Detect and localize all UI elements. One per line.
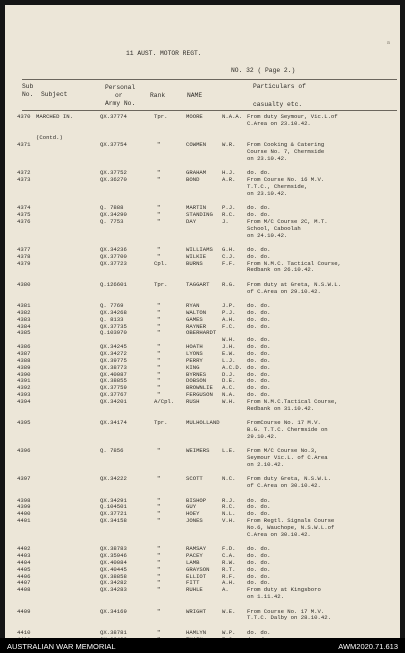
particulars-cell: do. do. xyxy=(247,302,271,310)
initials-cell: A.C.D. xyxy=(222,363,243,371)
name-cell: MARTIN xyxy=(186,204,207,212)
footer-institution: AUSTRALIAN WAR MEMORIAL xyxy=(7,642,116,651)
particulars-cell: From N.M.C. Tactical Course, xyxy=(247,259,341,267)
particulars-cell: From Course No. 17 M.V. xyxy=(247,607,325,615)
name-cell: RYAN xyxy=(186,302,200,310)
rank-cell: " xyxy=(157,141,161,149)
initials-cell: P.J. xyxy=(222,204,236,212)
army-no-cell: QX.38783 xyxy=(100,545,127,553)
sub-no-cell: 4396 xyxy=(17,447,31,455)
particulars-continuation: 29.10.42. xyxy=(247,432,278,440)
particulars-continuation: of C.Area on 29.10.42. xyxy=(247,287,321,295)
sub-no-cell: 4374 xyxy=(17,204,31,212)
sub-no-cell: 4371 xyxy=(17,141,31,149)
initials-cell: L.E. xyxy=(222,447,236,455)
rank-cell: A/Cpl. xyxy=(154,397,175,405)
name-cell: FITT xyxy=(186,579,200,587)
particulars-cell: do. do. xyxy=(247,336,271,344)
particulars-cell: do. do. xyxy=(247,496,271,504)
rank-cell: " xyxy=(157,377,161,385)
sub-no-cell: 4387 xyxy=(17,350,31,357)
particulars-continuation: of C.Area on 30.10.42. xyxy=(247,482,321,490)
particulars-cell: do. do. xyxy=(247,308,271,316)
name-cell: PERRY xyxy=(186,356,203,364)
page-label: NO. 32 ( Page 2.) xyxy=(231,67,296,74)
particulars-cell: From M/C Course No.3, xyxy=(247,447,318,455)
army-no-cell: QX.37767 xyxy=(100,391,127,399)
sub-no-cell: 4397 xyxy=(17,475,31,483)
name-cell: BOND xyxy=(186,176,200,184)
name-cell: GRAHAM xyxy=(186,169,207,177)
name-cell: MOORE xyxy=(186,113,203,120)
army-no-cell: QX.38858 xyxy=(100,572,127,580)
particulars-cell: do. do. xyxy=(247,572,271,580)
initials-cell: A.R. xyxy=(222,176,236,184)
sub-no-cell: 4400 xyxy=(17,510,31,518)
particulars-cell: do. do. xyxy=(247,343,271,351)
name-cell: BURNS xyxy=(186,259,203,267)
col-sub: Sub xyxy=(22,83,34,90)
name-cell: OBERHARDT xyxy=(186,329,217,337)
army-no-cell: Q.126601 xyxy=(100,280,127,288)
army-no-cell: QX.37754 xyxy=(100,141,127,149)
particulars-continuation: on 23.10.42. xyxy=(247,189,288,197)
initials-cell: W.P. xyxy=(222,628,236,636)
rank-cell: " xyxy=(157,579,161,587)
particulars-continuation: Course No. 7, Chermside xyxy=(247,147,325,155)
army-no-cell: QX.37723 xyxy=(100,259,127,267)
army-no-cell: QX.40087 xyxy=(100,370,127,378)
rank-cell: " xyxy=(157,217,161,225)
particulars-cell: From duty at Greta, N.S.W.L. xyxy=(247,280,341,288)
army-no-cell: QX.34282 xyxy=(100,579,127,587)
initials-cell: W.H. xyxy=(222,336,236,344)
name-cell: BISHOP xyxy=(186,496,207,504)
sub-no-cell: 4379 xyxy=(17,259,31,267)
particulars-continuation: Seymour Vic.L. of C.Area xyxy=(247,454,328,462)
name-cell: LYONS xyxy=(186,350,203,357)
particulars-cell: do. do. xyxy=(247,579,271,587)
sub-no-cell: 4370 xyxy=(17,113,31,120)
sub-no-cell: 4408 xyxy=(17,586,31,594)
sub-no-cell: 4384 xyxy=(17,322,31,330)
sub-no-cell: 4392 xyxy=(17,384,31,392)
initials-cell: N.A. xyxy=(222,391,236,399)
name-cell: SCOTT xyxy=(186,475,203,483)
sub-no-cell: 4372 xyxy=(17,169,31,177)
initials-cell: R.C. xyxy=(222,210,236,218)
particulars-cell: do. do. xyxy=(247,370,271,378)
particulars-continuation: on 1.11.42. xyxy=(247,593,284,601)
rank-cell: " xyxy=(157,517,161,525)
rank-cell: " xyxy=(157,503,161,511)
particulars-cell: do. do. xyxy=(247,552,271,560)
particulars-continuation: No.6, Wauchope, N.S.W.L.of xyxy=(247,524,335,531)
particulars-cell: From duty at Kingsboro xyxy=(247,586,321,594)
army-no-cell: QX.34290 xyxy=(100,210,127,218)
sub-no-cell: 4403 xyxy=(17,552,31,560)
army-no-cell: Q.103970 xyxy=(100,329,127,337)
sub-no-cell: 4378 xyxy=(17,252,31,260)
name-cell: PACEY xyxy=(186,552,203,560)
particulars-continuation: T.T.C. Dalby on 28.10.42. xyxy=(247,614,331,622)
army-no-cell: Q. 7769 xyxy=(100,302,124,310)
rank-cell: " xyxy=(157,329,161,337)
name-cell: BROWNLIE xyxy=(186,384,213,392)
footer-accession: AWM2020.71.613 xyxy=(338,642,398,651)
name-cell: WILKIE xyxy=(186,252,207,260)
particulars-cell: do. do. xyxy=(247,565,271,573)
sub-no-cell: 4409 xyxy=(17,607,31,615)
name-cell: RAYNER xyxy=(186,322,207,330)
particulars-cell: do. do. xyxy=(247,252,271,260)
rank-cell: " xyxy=(157,245,161,253)
initials-cell: F.F. xyxy=(222,259,236,267)
initials-cell: A.H. xyxy=(222,579,236,587)
particulars-cell: do. do. xyxy=(247,245,271,253)
initials-cell: R.G. xyxy=(222,280,236,288)
particulars-continuation: Redbank on 26.10.42. xyxy=(247,266,315,274)
particulars-cell: do. do. xyxy=(247,377,271,385)
name-cell: RUSH xyxy=(186,397,200,405)
initials-cell: L.J. xyxy=(222,356,236,364)
army-no-cell: QX.34291 xyxy=(100,496,127,504)
initials-cell: W.H. xyxy=(222,397,236,405)
army-no-cell: QX.38773 xyxy=(100,363,127,371)
initials-cell: E.W. xyxy=(222,350,236,357)
sub-no-cell: 4386 xyxy=(17,343,31,351)
particulars-cell: From Cooking & Catering xyxy=(247,141,325,149)
rank-cell: " xyxy=(157,572,161,580)
initials-cell: R.T. xyxy=(222,565,236,573)
particulars-cell: do. do. xyxy=(247,363,271,371)
name-cell: ELLIOT xyxy=(186,572,207,580)
army-no-cell: QX.34272 xyxy=(100,350,127,357)
initials-cell: R.F. xyxy=(222,572,236,580)
name-cell: HOATH xyxy=(186,343,203,351)
rank-cell: " xyxy=(157,447,161,455)
initials-cell: N.L. xyxy=(222,510,236,518)
document-page xyxy=(5,5,400,638)
name-cell: GUY xyxy=(186,503,197,511)
name-cell: STANDING xyxy=(186,210,213,218)
rank-cell: Tpr. xyxy=(154,113,168,120)
name-cell: WILLIAMS xyxy=(186,245,213,253)
name-cell: HOEY xyxy=(186,510,200,518)
sub-no-cell: 4394 xyxy=(17,397,31,405)
initials-cell: N.A.A. xyxy=(222,113,243,120)
sub-no-cell: 4373 xyxy=(17,176,31,184)
name-cell: DOBSON xyxy=(186,377,207,385)
initials-cell: J.H. xyxy=(222,343,236,351)
particulars-cell: From M/C Course 2C, M.T. xyxy=(247,217,328,225)
sub-no-cell: 4406 xyxy=(17,572,31,580)
particulars-continuation: C.Area on 23.10.42. xyxy=(247,119,311,127)
army-no-cell: QX.38781 xyxy=(100,628,127,636)
initials-cell: R.W. xyxy=(222,558,236,566)
sub-no-cell: 4381 xyxy=(17,302,31,310)
army-no-cell: Q.104501 xyxy=(100,503,127,511)
name-cell: HAMLYN xyxy=(186,628,207,636)
name-cell: MULHOLLAND xyxy=(186,419,220,427)
army-no-cell: QX.35946 xyxy=(100,552,127,560)
rank-cell: Tpr. xyxy=(154,419,168,427)
name-cell: WRIGHT xyxy=(186,607,207,615)
particulars-cell: do. do. xyxy=(247,503,271,511)
particulars-cell: FromCourse No. 17 M.V. xyxy=(247,419,321,427)
initials-cell: N.C. xyxy=(222,475,236,483)
rank-cell: " xyxy=(157,204,161,212)
army-no-cell: QX.34236 xyxy=(100,245,127,253)
rank-cell: " xyxy=(157,322,161,330)
sub-no-cell: 4405 xyxy=(17,565,31,573)
name-cell: RAMSAY xyxy=(186,545,207,553)
name-cell: COWMEN xyxy=(186,141,207,149)
rank-cell: " xyxy=(157,169,161,177)
initials-cell: C.J. xyxy=(222,252,236,260)
army-no-cell: QX.38855 xyxy=(100,377,127,385)
initials-cell: R.J. xyxy=(222,496,236,504)
initials-cell: A.H. xyxy=(222,315,236,323)
rank-cell: " xyxy=(157,302,161,310)
col-name: NAME xyxy=(187,92,203,99)
army-no-cell: QX.34222 xyxy=(100,475,127,483)
rank-cell: " xyxy=(157,628,161,636)
rank-cell: " xyxy=(157,315,161,323)
name-cell: RUHLE xyxy=(186,586,203,594)
army-no-cell: QX.34268 xyxy=(100,308,127,316)
army-no-cell: QX.40445 xyxy=(100,565,127,573)
sub-no-cell: 4402 xyxy=(17,545,31,553)
particulars-cell: do. do. xyxy=(247,628,271,636)
rank-cell: " xyxy=(157,350,161,357)
subject-cell: MARCHED IN. xyxy=(36,113,73,120)
army-no-cell: QX.34201 xyxy=(100,397,127,405)
rank-cell: " xyxy=(157,565,161,573)
sub-no-cell: 4399 xyxy=(17,503,31,511)
name-cell: JONES xyxy=(186,517,203,525)
initials-cell: P.J. xyxy=(222,308,236,316)
initials-cell: J.P. xyxy=(222,302,236,310)
initials-cell: A. xyxy=(222,586,229,594)
sub-no-cell: 4389 xyxy=(17,363,31,371)
particulars-continuation: Redbank on 31.10.42. xyxy=(247,404,315,412)
sub-no-cell: 4393 xyxy=(17,391,31,399)
particulars-cell: do. do. xyxy=(247,315,271,323)
rank-cell: " xyxy=(157,370,161,378)
rank-cell: " xyxy=(157,343,161,351)
initials-cell: G.H. xyxy=(222,245,236,253)
col-personal: Personal xyxy=(105,84,136,91)
rank-cell: " xyxy=(157,176,161,184)
rank-cell: " xyxy=(157,558,161,566)
army-no-cell: Q. 7856 xyxy=(100,447,124,455)
army-no-cell: QX.34174 xyxy=(100,419,127,427)
initials-cell: W.R. xyxy=(222,141,236,149)
army-no-cell: Q. 7888 xyxy=(100,204,124,212)
sub-no-cell: 4401 xyxy=(17,517,31,525)
army-no-cell: QX.37752 xyxy=(100,169,127,177)
rank-cell: " xyxy=(157,510,161,518)
particulars-cell: From Course No. 16 M.V. xyxy=(247,176,325,184)
col-or: or xyxy=(115,92,123,99)
initials-cell: A.C. xyxy=(222,384,236,392)
rank-cell: " xyxy=(157,384,161,392)
army-no-cell: QX.34283 xyxy=(100,586,127,594)
particulars-cell: do. do. xyxy=(247,169,271,177)
col-rank: Rank xyxy=(150,92,166,99)
sub-no-cell: 4388 xyxy=(17,356,31,364)
col-casualty: casualty etc. xyxy=(253,101,303,108)
particulars-continuation: on 23.10.42. xyxy=(247,154,288,162)
particulars-cell: do. do. xyxy=(247,210,271,218)
name-cell: DAY xyxy=(186,217,197,225)
rank-cell: " xyxy=(157,607,161,615)
particulars-cell: do. do. xyxy=(247,350,271,357)
sub-no-cell: 4410 xyxy=(17,628,31,636)
name-cell: KING xyxy=(186,363,200,371)
particulars-cell: do. do. xyxy=(247,204,271,212)
name-cell: WALTON xyxy=(186,308,207,316)
army-no-cell: QX.39775 xyxy=(100,356,127,364)
particulars-cell: do. do. xyxy=(247,558,271,566)
col-army-no: Army No. xyxy=(105,100,136,107)
army-no-cell: QX.37700 xyxy=(100,252,127,260)
name-cell: WEIMERS xyxy=(186,447,210,455)
particulars-cell: do. do. xyxy=(247,356,271,364)
header-bottom-rule xyxy=(22,110,397,111)
name-cell: GRAYSON xyxy=(186,565,210,573)
initials-cell: J. xyxy=(222,217,229,225)
initials-cell: D.J. xyxy=(222,370,236,378)
particulars-cell: From N.M.C.Tactical Course, xyxy=(247,397,338,405)
rank-cell: " xyxy=(157,475,161,483)
army-no-cell: QX.34245 xyxy=(100,343,127,351)
sub-no-cell: 4395 xyxy=(17,419,31,427)
name-cell: LAMB xyxy=(186,558,200,566)
particulars-cell: From Regtl. Signals Course xyxy=(247,517,335,525)
army-no-cell: Q. 7753 xyxy=(100,217,124,225)
army-no-cell: QX.37721 xyxy=(100,510,127,518)
subject-cell: (Contd.) xyxy=(36,134,63,142)
sub-no-cell: 4383 xyxy=(17,315,31,323)
sub-no-cell: 4382 xyxy=(17,308,31,316)
archive-footer xyxy=(0,638,405,653)
initials-cell: C.A. xyxy=(222,552,236,560)
particulars-continuation: on 2.10.42. xyxy=(247,460,284,468)
initials-cell: W.E. xyxy=(222,607,236,615)
name-cell: TAGGART xyxy=(186,280,210,288)
rank-cell: " xyxy=(157,363,161,371)
unit-title: 11 AUST. MOTOR REGT. xyxy=(126,50,202,57)
header-top-rule xyxy=(22,79,397,80)
rank-cell: " xyxy=(157,586,161,594)
rank-cell: " xyxy=(157,552,161,560)
initials-cell: F.C. xyxy=(222,322,236,330)
initials-cell: F.D. xyxy=(222,545,236,553)
army-no-cell: QX.37735 xyxy=(100,322,127,330)
name-cell: FERGUSON xyxy=(186,391,213,399)
army-no-cell: QX.34158 xyxy=(100,517,127,525)
col-particulars: Particulars of xyxy=(253,83,306,90)
sub-no-cell: 4407 xyxy=(17,579,31,587)
particulars-continuation: B.G. T.T.C. Chermside on xyxy=(247,426,328,434)
sub-no-cell: 4375 xyxy=(17,210,31,218)
rank-cell: " xyxy=(157,252,161,260)
sub-no-cell: 4385 xyxy=(17,329,31,337)
sub-no-cell: 4380 xyxy=(17,280,31,288)
army-no-cell: Q. 8133 xyxy=(100,315,124,323)
particulars-cell: From duty Greta, N.S.W.L. xyxy=(247,475,331,483)
rank-cell: " xyxy=(157,545,161,553)
army-no-cell: QX.34169 xyxy=(100,607,127,615)
initials-cell: D.E. xyxy=(222,377,236,385)
initials-cell: H.J. xyxy=(222,169,236,177)
sub-no-cell: 4377 xyxy=(17,245,31,253)
particulars-cell: do. do. xyxy=(247,322,271,330)
particulars-continuation: on 24.10.42. xyxy=(247,231,288,239)
particulars-continuation: C.Area on 30.10.42. xyxy=(247,530,311,538)
particulars-cell: From duty Seymour, Vic.L.of xyxy=(247,113,338,120)
name-cell: GAMES xyxy=(186,315,203,323)
sub-no-cell: 4404 xyxy=(17,558,31,566)
sub-no-cell: 4390 xyxy=(17,370,31,378)
col-subject: Subject xyxy=(41,91,68,98)
particulars-continuation: School, Caboolah xyxy=(247,224,301,232)
army-no-cell: QX.37774 xyxy=(100,113,127,120)
particulars-continuation: T.T.C., Chermside, xyxy=(247,182,308,190)
rank-cell: Tpr. xyxy=(154,280,168,288)
sub-no-cell: 4391 xyxy=(17,377,31,385)
rank-cell: " xyxy=(157,496,161,504)
initials-cell: V.H. xyxy=(222,517,236,525)
rank-cell: " xyxy=(157,356,161,364)
name-cell: BYRNES xyxy=(186,370,207,378)
particulars-cell: do. do. xyxy=(247,510,271,518)
rank-cell: Cpl. xyxy=(154,259,168,267)
rank-cell: " xyxy=(157,210,161,218)
army-no-cell: QX.37759 xyxy=(100,384,127,392)
col-no: No. xyxy=(22,91,34,98)
rank-cell: " xyxy=(157,391,161,399)
rank-cell: " xyxy=(157,308,161,316)
particulars-cell: do. do. xyxy=(247,384,271,392)
army-no-cell: QX.40084 xyxy=(100,558,127,566)
particulars-cell: do. do. xyxy=(247,391,271,399)
corner-reference: a xyxy=(386,39,390,46)
army-no-cell: QX.36270 xyxy=(100,176,127,184)
initials-cell: R.C. xyxy=(222,503,236,511)
particulars-cell: do. do. xyxy=(247,545,271,553)
sub-no-cell: 4398 xyxy=(17,496,31,504)
sub-no-cell: 4376 xyxy=(17,217,31,225)
